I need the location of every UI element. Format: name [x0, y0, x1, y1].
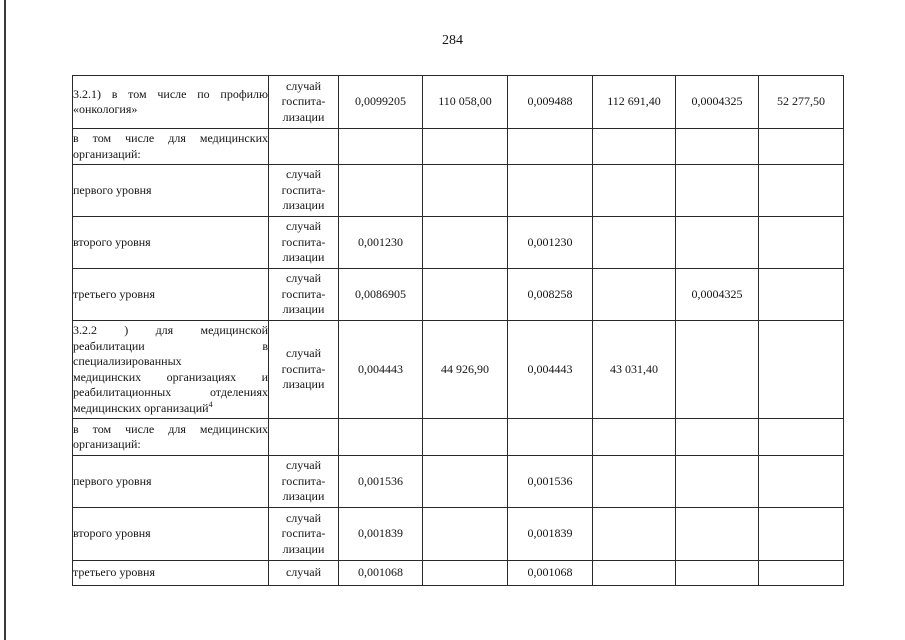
value-cell [339, 165, 423, 217]
label-line: специализированных [73, 354, 182, 368]
value-cell [676, 129, 759, 165]
table-row [73, 76, 844, 129]
label-line [73, 401, 268, 417]
table-row [73, 321, 844, 419]
label-line: реабилитационных отделениях [73, 385, 268, 399]
label-line: первого уровня [73, 182, 152, 197]
label-line: второго уровня [73, 526, 151, 541]
table-row [73, 561, 844, 586]
label-line: 3.2.2 ) для медицинской [73, 323, 268, 337]
label-line: в том числе для медицинских [73, 421, 268, 436]
value-cell [593, 165, 676, 217]
value-cell [593, 456, 676, 508]
value-cell: 112 691,40 [593, 76, 676, 129]
value-cell [593, 419, 676, 456]
value-cell: 0,008258 [508, 269, 593, 321]
value-cell [339, 419, 423, 456]
value-cell: 0,001230 [339, 217, 423, 269]
row-label [73, 76, 269, 129]
row-label [73, 165, 269, 217]
unit-cell: случай госпита- лизации [269, 165, 339, 217]
value-cell: 0,001068 [339, 561, 423, 586]
value-cell [676, 321, 759, 419]
value-cell [759, 129, 844, 165]
row-label [73, 419, 269, 456]
value-cell: 52 277,50 [759, 76, 844, 129]
label-line: организаций: [73, 437, 141, 451]
value-cell [676, 165, 759, 217]
value-cell: 44 926,90 [423, 321, 508, 419]
value-cell [676, 561, 759, 586]
value-cell: 0,0099205 [339, 76, 423, 129]
value-cell [759, 217, 844, 269]
value-cell [676, 456, 759, 508]
label-line: в том числе для медицинских [73, 131, 268, 145]
value-cell [423, 508, 508, 561]
value-cell [676, 217, 759, 269]
table-row [73, 129, 844, 165]
value-cell [593, 217, 676, 269]
footnote-marker: 4 [208, 399, 213, 409]
unit-cell: случай госпита- лизации [269, 321, 339, 419]
value-cell: 0,001839 [339, 508, 423, 561]
data-table [72, 75, 844, 586]
table-row [73, 165, 844, 217]
value-cell [423, 217, 508, 269]
table-row [73, 217, 844, 269]
value-cell [423, 456, 508, 508]
value-cell [759, 456, 844, 508]
row-label [73, 561, 269, 586]
value-cell [423, 165, 508, 217]
value-cell [508, 419, 593, 456]
row-label [73, 456, 269, 508]
value-cell [759, 561, 844, 586]
unit-cell [269, 129, 339, 165]
label-line: реабилитации в [73, 338, 268, 353]
value-cell: 0,004443 [508, 321, 593, 419]
value-cell [759, 419, 844, 456]
value-cell: 0,001230 [508, 217, 593, 269]
unit-cell [269, 419, 339, 456]
value-cell: 43 031,40 [593, 321, 676, 419]
value-cell: 0,004443 [339, 321, 423, 419]
value-cell [593, 508, 676, 561]
row-label [73, 321, 269, 419]
label-line: организаций: [73, 146, 141, 161]
value-cell [423, 419, 508, 456]
value-cell: 110 058,00 [423, 76, 508, 129]
value-cell: 0,009488 [508, 76, 593, 129]
value-cell: 0,0004325 [676, 76, 759, 129]
label-line: третьего уровня [73, 286, 155, 301]
page-number: 284 [442, 33, 463, 48]
label-line: первого уровня [73, 473, 152, 488]
label-line: 3.2.1) в том числе по профилю [73, 86, 268, 101]
value-cell: 0,0086905 [339, 269, 423, 321]
value-cell: 0,0004325 [676, 269, 759, 321]
value-cell [759, 269, 844, 321]
value-cell [423, 129, 508, 165]
value-cell [676, 508, 759, 561]
table-row [73, 456, 844, 508]
value-cell [593, 129, 676, 165]
row-label [73, 269, 269, 321]
unit-cell: случай [269, 561, 339, 586]
unit-cell: случай госпита- лизации [269, 508, 339, 561]
table-row [73, 508, 844, 561]
row-label [73, 508, 269, 561]
value-cell [423, 269, 508, 321]
value-cell [508, 165, 593, 217]
label-line: второго уровня [73, 234, 151, 249]
value-cell: 0,001068 [508, 561, 593, 586]
unit-cell: случай госпита- лизации [269, 456, 339, 508]
table-row [73, 269, 844, 321]
value-cell [593, 561, 676, 586]
row-label [73, 129, 269, 165]
value-cell: 0,001536 [508, 456, 593, 508]
value-cell [423, 561, 508, 586]
unit-cell: случай госпита- лизации [269, 269, 339, 321]
unit-cell: случай госпита- лизации [269, 217, 339, 269]
label-line-text: медицинских организаций [73, 400, 209, 415]
value-cell [676, 419, 759, 456]
value-cell [759, 508, 844, 561]
label-line: «онкология» [73, 102, 138, 116]
value-cell: 0,001839 [508, 508, 593, 561]
row-label [73, 217, 269, 269]
value-cell [339, 129, 423, 165]
table-row [73, 419, 844, 456]
unit-cell: случай госпита- лизации [269, 76, 339, 129]
value-cell [508, 129, 593, 165]
label-line: третьего уровня [73, 565, 155, 580]
label-line: медицинских организациях и [73, 369, 268, 384]
value-cell: 0,001536 [339, 456, 423, 508]
value-cell [759, 165, 844, 217]
scan-edge-line [4, 0, 6, 640]
value-cell [593, 269, 676, 321]
value-cell [759, 321, 844, 419]
